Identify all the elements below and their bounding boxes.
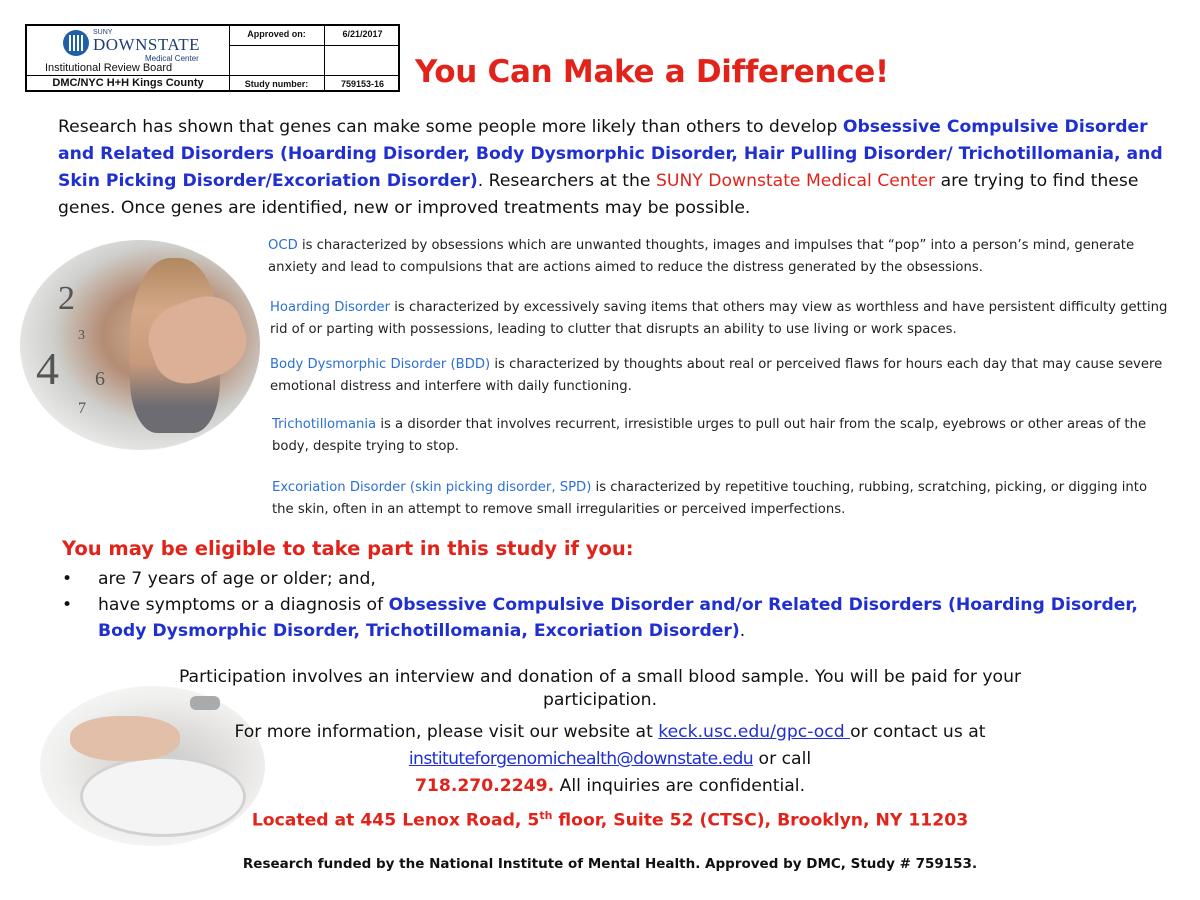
irb-board-label: Institutional Review Board [45, 62, 173, 74]
email-line [60, 748, 1160, 771]
image-number-6: 6 [95, 368, 105, 390]
phone-number: 718.270.2249. [414, 776, 555, 796]
location-post: floor, Suite 52 (CTSC), Brooklyn, NY 11203 [552, 810, 969, 831]
intro-text-3: are trying to find these genes. Once genes are identified, new or improved treatments may be possible. [58, 171, 1139, 218]
bullet-dot: • [62, 569, 73, 589]
intro-disorders: Obsessive Compulsive Disorder and Related Disorders (Hoarding Disorder, Body Dysmorphic Disorder, Hair Pulling Disorder/ Trichotillomania, and Skin Picking Disorder/Excoriation Disorder) [58, 117, 1163, 191]
confidential-text: All inquiries are confidential. [554, 776, 806, 796]
location-pre: Located at 445 Lenox Road, 5 [251, 810, 540, 831]
intro-text-1: Research has shown that genes can make some people more likely than others to develop [58, 117, 843, 137]
irb-county-label: DMC/NYC H+H Kings County [27, 75, 230, 92]
more-info-post: or contact us at [850, 722, 986, 742]
or-call-text: or call [753, 749, 812, 769]
definition-excoriation-text: is characterized by repetitive touching, rubbing, scratching, picking, or digging into the skin, often in an attempt to remove small irregularities or perceived imperfections. [272, 480, 1148, 517]
image-number-4: 4 [36, 343, 59, 394]
bullet-dot: • [62, 595, 73, 615]
distressed-person-image [20, 240, 260, 450]
study-number-label: Study number: [229, 75, 325, 92]
email-link[interactable]: instituteforgenomichealth@downstate.edu [408, 749, 754, 769]
definition-hoarding [270, 297, 1170, 341]
logo-columns-icon [69, 35, 83, 51]
image-number-2: 2 [58, 280, 75, 317]
study-number-value: 759153-16 [324, 75, 400, 92]
logo-medical-center-text: Medical Center [145, 54, 199, 63]
definition-bdd-text: is characterized by thoughts about real or perceived flaws for hours each day that may cause severe emotional distress and interfere with daily functioning. [270, 357, 1163, 394]
definition-hoarding-text: is characterized by excessively saving items that others may view as worthless and have persistent difficulty getting rid of or parting with possessions, leading to clutter that disrupts an ability to use living or work spaces. [270, 300, 1168, 337]
definition-ocd [268, 235, 1173, 279]
participation-text: Participation involves an interview and donation of a small blood sample. You will be paid for your participation. [178, 667, 1022, 710]
image-number-3: 3 [78, 328, 85, 343]
more-info-line [60, 721, 1160, 744]
irb-logo-cell [27, 26, 230, 76]
page-title: You Can Make a Difference! [415, 54, 889, 90]
funding-footer: Research funded by the National Institute of Mental Health. Approved by DMC, Study # 759153. [242, 856, 978, 872]
bullet-diagnosis-post: . [739, 621, 746, 641]
eligibility-title: You may be eligible to take part in this study if you: [62, 537, 634, 560]
definition-ocd-text: is characterized by obsessions which are unwanted thoughts, images and impulses that “pop” into a person’s mind, generate anxiety and lead to compulsions that are actions aimed to reduce the distress generated by the obsessions. [268, 238, 1135, 275]
definition-bdd [270, 354, 1175, 398]
irb-blank-cell [229, 45, 325, 76]
logo-suny-text: SUNY [93, 29, 113, 36]
term-hoarding: Hoarding Disorder [270, 300, 391, 315]
more-info-pre: For more information, please visit our website at [234, 722, 659, 742]
bullet-age-text: are 7 years of age or older; and, [98, 569, 376, 589]
term-excoriation: Excoriation Disorder (skin picking disorder, SPD) [272, 480, 592, 495]
intro-text-2: . Researchers at the [477, 171, 656, 191]
definition-trichotillomania [272, 414, 1177, 458]
term-bdd: Body Dysmorphic Disorder (BDD) [270, 357, 491, 372]
term-ocd: OCD [268, 238, 298, 253]
location-superscript: th [539, 809, 553, 822]
location-line [60, 804, 1160, 833]
logo-downstate-text: DOWNSTATE [93, 35, 201, 54]
bullet-diagnosis-text [98, 592, 1178, 644]
intro-center: SUNY Downstate Medical Center [655, 171, 936, 191]
definition-trichotillomania-text: is a disorder that involves recurrent, irresistible urges to pull out hair from the scalp, eyebrows or other areas of the body, despite trying to stop. [272, 417, 1147, 454]
approved-on-label: Approved on: [229, 26, 325, 46]
approved-on-value: 6/21/2017 [324, 26, 400, 46]
image-number-7: 7 [78, 400, 86, 417]
website-link[interactable]: keck.usc.edu/gpc-ocd [658, 722, 851, 742]
irb-blank-cell-2 [324, 45, 400, 76]
bullet-diagnosis-pre: have symptoms or a diagnosis of [98, 595, 389, 615]
bullet-diagnosis-disorders: Obsessive Compulsive Disorder and/or Related Disorders (Hoarding Disorder, Body Dysmorphic Disorder, Trichotillomania, Excoriation Disorder) [98, 595, 1138, 641]
irb-approval-stamp [25, 24, 400, 92]
definition-excoriation [272, 477, 1172, 521]
intro-paragraph [58, 114, 1173, 222]
term-trichotillomania: Trichotillomania [272, 417, 377, 432]
phone-line [60, 775, 1160, 798]
